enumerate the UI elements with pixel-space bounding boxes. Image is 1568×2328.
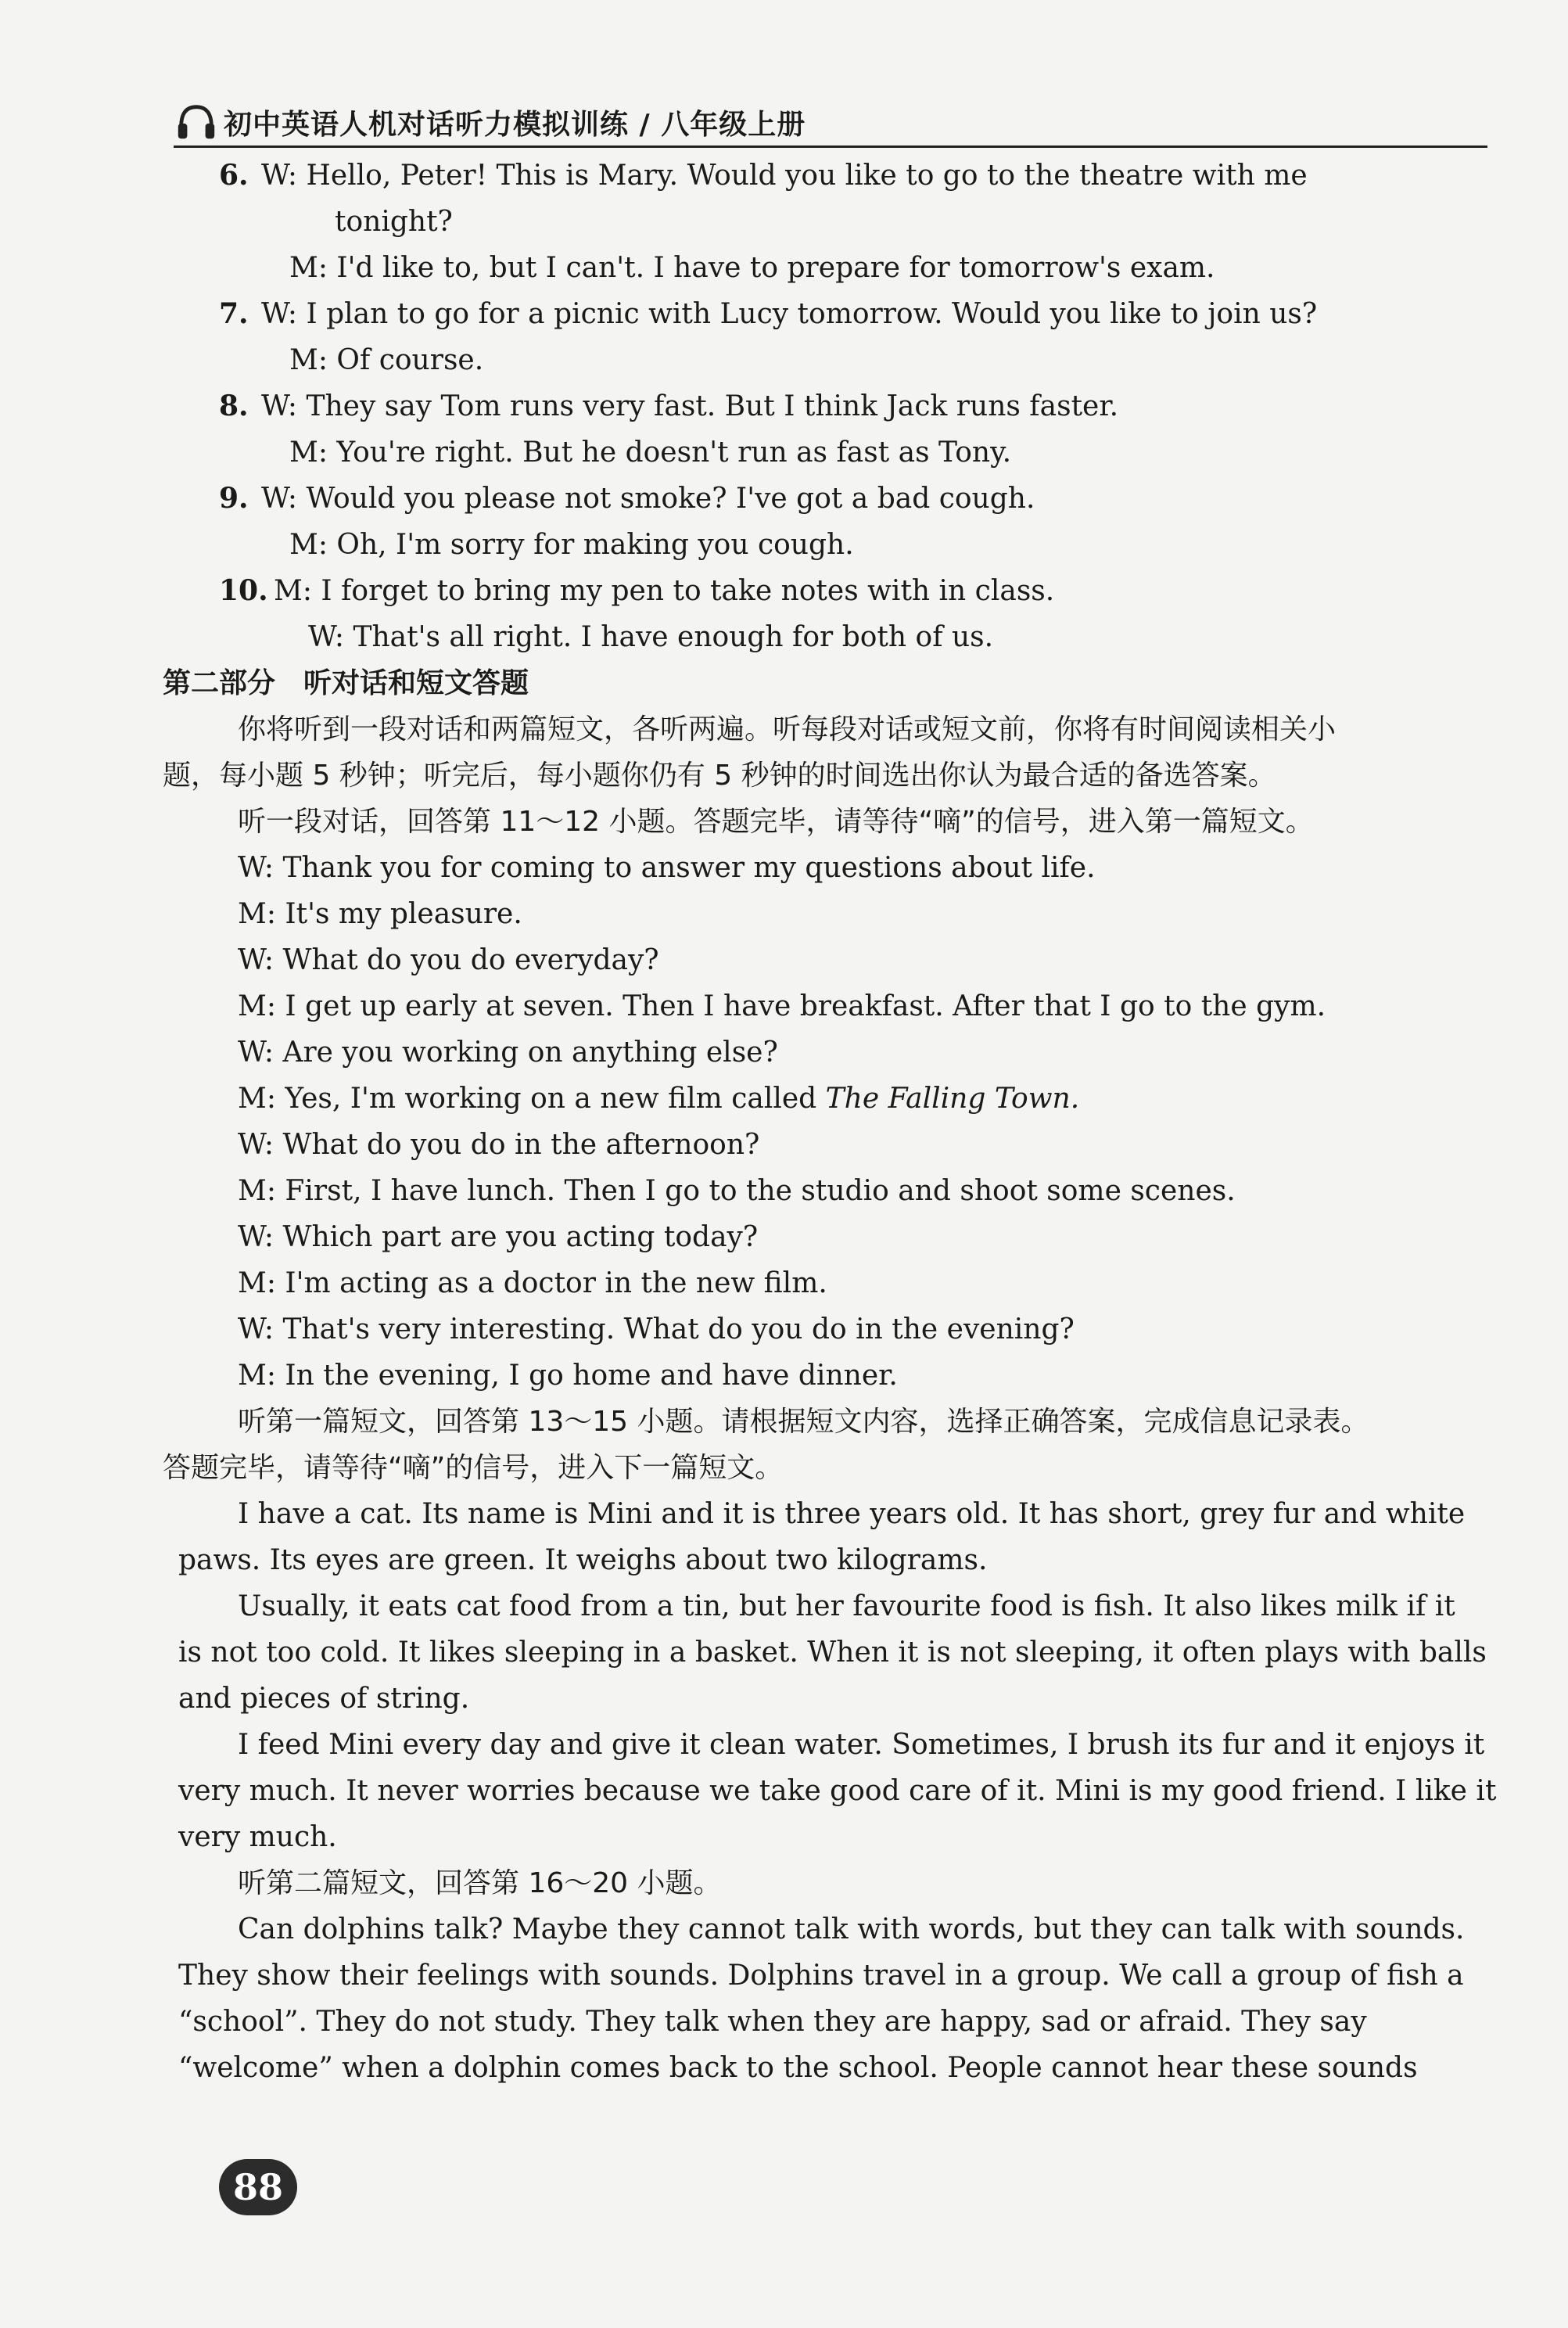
item-line [163,476,1492,522]
instruction-text: 题，每小题 5 秒钟；听完后，每小题你仍有 5 秒钟的时间选出你认为最合适的备选答案。 [163,760,1276,792]
headphones-icon [174,99,219,145]
instruction-text: 听一段对话，回答第 11～12 小题。答题完毕，请等待“嘀”的信号，进入第一篇短文。 [238,806,1314,838]
passage-line: and pieces of string. [178,1683,470,1715]
passage-line: is not too cold. It likes sleeping in a basket. When it is not sleeping, it often plays with balls [178,1636,1487,1669]
passage-line: “school”. They do not study. They talk when they are happy, sad or afraid. They say [178,2006,1367,2038]
passage-line: Can dolphins talk? Maybe they cannot talk with words, but they can talk with sounds. [238,1913,1465,1945]
dialogue-line: W: That's very interesting. What do you do in the evening? [238,1313,1075,1345]
dialogue-line: M: I get up early at seven. Then I have breakfast. After that I go to the gym. [238,990,1326,1022]
item-number: 6. [219,159,249,192]
instruction-text: 答题完毕，请等待“嘀”的信号，进入下一篇短文。 [163,1452,784,1484]
item-line [163,383,1492,429]
dialogue-line: M: First, I have lunch. Then I go to the studio and shoot some scenes. [238,1175,1236,1207]
item-number: 9. [219,482,249,515]
passage-line: paws. Its eyes are green. It weighs about two kilograms. [178,1544,988,1576]
passage-line: Usually, it eats cat food from a tin, but her favourite food is fish. It also likes milk if it [238,1590,1455,1622]
dialogue-line: W: Are you working on anything else? [238,1036,778,1069]
page-content [163,153,1497,2091]
dialogue-line: M: I'd like to, but I can't. I have to prepare for tomorrow's exam. [289,252,1215,284]
dialogue-line: W: I plan to go for a picnic with Lucy tomorrow. Would you like to join us? [261,298,1318,330]
dialogue-line: M: Of course. [289,344,484,376]
dialogue-line: W: What do you do in the afternoon? [238,1129,760,1161]
dialogue-line: W: Would you please not smoke? I've got a bad cough. [261,483,1035,515]
dialogue-line: W: Which part are you acting today? [238,1221,759,1253]
dialogue-line: M: Oh, I'm sorry for making you cough. [289,529,854,561]
instruction-text: 听第二篇短文，回答第 16～20 小题。 [238,1867,722,1899]
item-line [163,291,1492,337]
dialogue-line: W: Hello, Peter! This is Mary. Would you like to go to the theatre with me [261,160,1308,192]
dialogue-line: M: In the evening, I go home and have dinner. [238,1360,898,1392]
section-title: 第二部分 听对话和短文答题 [163,667,529,699]
instruction-text: 听第一篇短文，回答第 13～15 小题。请根据短文内容，选择正确答案，完成信息记录表。 [238,1406,1369,1438]
dialogue-line: M: It's my pleasure. [238,898,522,930]
instruction-text: 你将听到一段对话和两篇短文，各听两遍。听每段对话或短文前，你将有时间阅读相关小 [238,713,1337,745]
dialogue-line: W: They say Tom runs very fast. But I think Jack runs faster. [261,390,1119,422]
passage-line: They show their feelings with sounds. Dolphins travel in a group. We call a group of fish a [178,1960,1464,1992]
passage-line: I have a cat. Its name is Mini and it is three years old. It has short, grey fur and white [238,1498,1466,1530]
dialogue-line [163,1076,1492,1122]
book-title: 初中英语人机对话听力模拟训练 / 八年级上册 [224,108,806,141]
item-number: 8. [219,390,249,422]
film-title: The Falling Town. [825,1083,1080,1115]
passage-line: very much. [178,1821,337,1853]
dialogue-line: tonight? [335,206,453,238]
dialogue-line: W: That's all right. I have enough for both of us. [308,621,994,653]
dialogue-line: M: I'm acting as a doctor in the new film. [238,1267,827,1299]
dialogue-line: W: What do you do everyday? [238,944,659,976]
page-header [174,99,1487,148]
item-number: 10. [219,574,268,607]
page-number: 88 [219,2159,297,2215]
item-line [163,153,1492,199]
item-number: 7. [219,297,249,330]
dialogue-line: M: I forget to bring my pen to take notes with in class. [274,575,1055,607]
passage-line: I feed Mini every day and give it clean water. Sometimes, I brush its fur and it enjoys it [238,1729,1485,1761]
dialogue-line: M: You're right. But he doesn't run as fast as Tony. [289,436,1012,469]
item-line [163,568,1492,614]
passage-line: “welcome” when a dolphin comes back to the school. People cannot hear these sounds [178,2052,1418,2084]
passage-line: very much. It never worries because we take good care of it. Mini is my good friend. I like it [178,1775,1497,1807]
dialogue-text: M: Yes, I'm working on a new film called [238,1083,817,1115]
dialogue-line: W: Thank you for coming to answer my questions about life. [238,852,1096,884]
